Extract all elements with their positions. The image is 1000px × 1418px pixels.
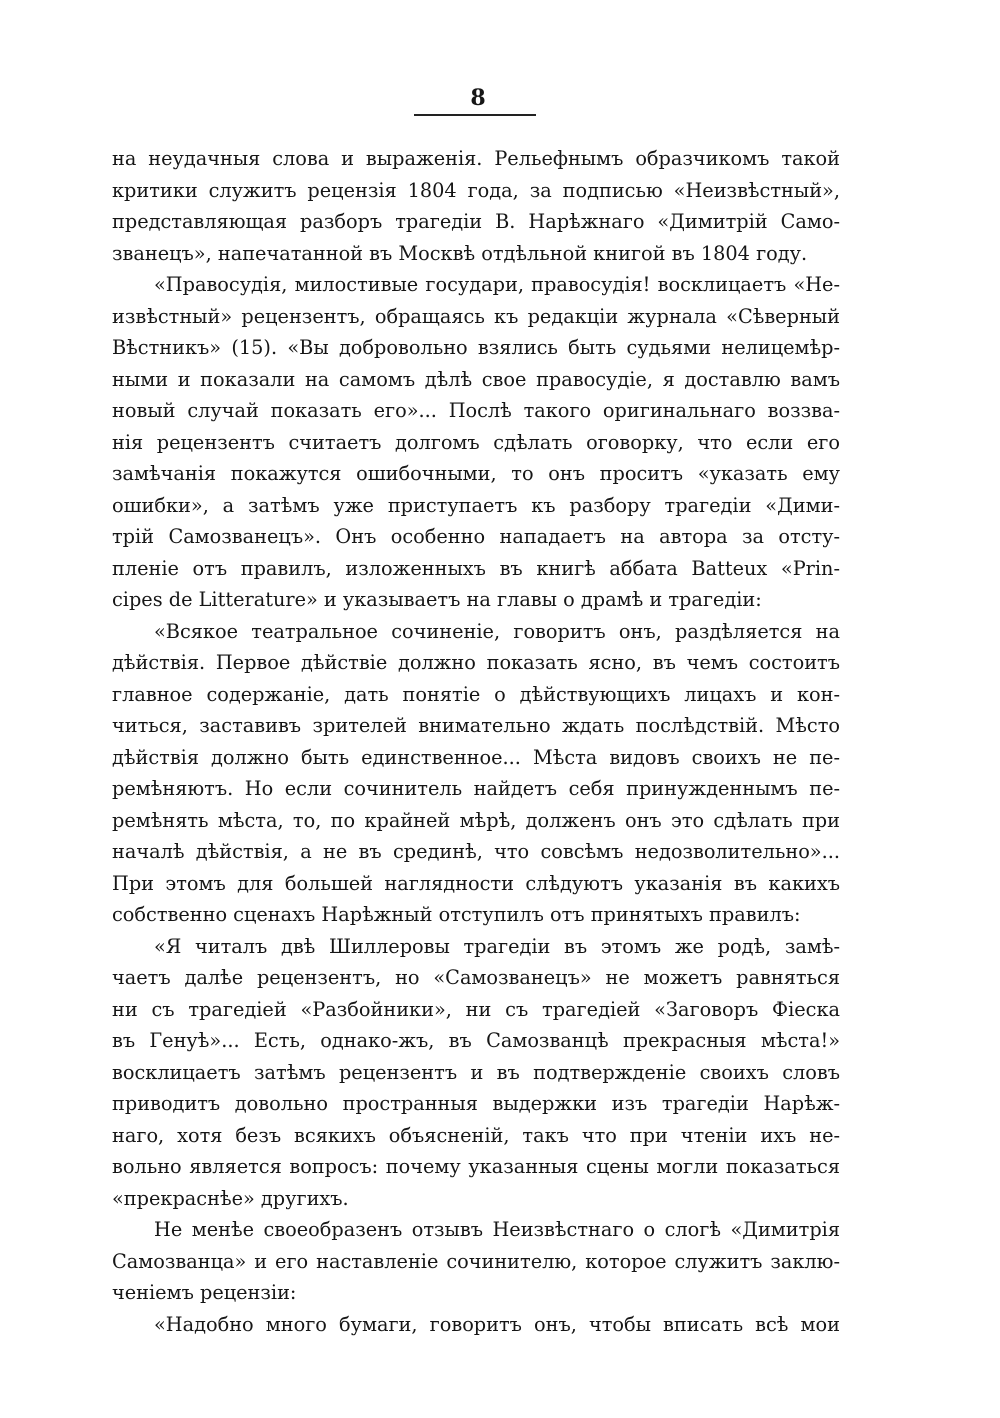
text-line: званецъ», напечатанной въ Москвѣ отдѣльной книгой въ 1804 году. xyxy=(112,241,808,265)
text-line: cipes de Litterature» и указываетъ на главы о драмѣ и трагедіи: xyxy=(112,588,762,611)
text-line: Не менѣе своеобразенъ отзывъ Неизвѣстнаго о слогѣ «Димитрія xyxy=(154,1218,840,1241)
text-line: новый случай показать его»... Послѣ такого оригинальнаго воззва- xyxy=(112,399,840,422)
text-line: извѣстный» рецензентъ, обращаясь къ редакціи журнала «Сѣверный xyxy=(112,304,840,328)
text-line: трій Самозванецъ». Онъ особенно нападаетъ на автора за отсту- xyxy=(112,525,840,548)
text-line: ными и показали на самомъ дѣлѣ свое правосудіе, я доставлю вамъ xyxy=(112,367,840,391)
text-line: пленіе отъ правилъ, изложенныхъ въ книгѣ аббата Batteux «Prin- xyxy=(112,556,840,580)
text-line: ни съ трагедіей «Разбойники», ни съ трагедіей «Заговоръ Фіеска xyxy=(112,997,840,1021)
text-line: чаетъ далѣе рецензентъ, но «Самозванецъ» не можетъ равняться xyxy=(112,966,840,989)
text-line: главное содержаніе, дать понятіе о дѣйствующихъ лицахъ и кон- xyxy=(112,682,840,706)
text-line: «Правосудія, милостивые государи, правосудія! восклицаетъ «Не- xyxy=(154,273,840,296)
text-line: При этомъ для большей наглядности слѣдуютъ указанія въ какихъ xyxy=(112,871,840,895)
text-line: «прекраснѣе» другихъ. xyxy=(112,1186,349,1210)
text-line: ремѣнять мѣста, то, по крайней мѣрѣ, долженъ онъ это сдѣлать при xyxy=(112,808,840,832)
text-line: собственно сценахъ Нарѣжный отступилъ отъ принятыхъ правилъ: xyxy=(112,903,801,926)
page-number: 8 xyxy=(470,85,486,111)
text-line: дѣйствія должно быть единственное... Мѣста видовъ своихъ не пе- xyxy=(112,745,840,769)
text-line: читься, заставивъ зрителей внимательно ждать послѣдствій. Мѣсто xyxy=(112,714,840,737)
text-line: ремѣняютъ. Но если сочинитель найдетъ себя принужденнымъ пе- xyxy=(112,777,840,800)
body-text xyxy=(112,143,840,1340)
text-line: приводитъ довольно пространныя выдержки изъ трагедіи Нарѣж- xyxy=(112,1092,840,1115)
text-line: на неудачныя слова и выраженія. Рельефнымъ образчикомъ такой xyxy=(112,147,840,170)
text-line: вольно является вопросъ: почему указанныя сцены могли показаться xyxy=(112,1155,840,1178)
text-line: Самозванца» и его наставленіе сочинителю, которое служитъ заклю- xyxy=(112,1249,840,1273)
text-line: представляющая разборъ трагедіи В. Нарѣжнаго «Димитрій Само- xyxy=(112,210,840,233)
text-line: восклицаетъ затѣмъ рецензентъ и въ подтвержденіе своихъ словъ xyxy=(112,1060,840,1084)
text-line: «Я читалъ двѣ Шиллеровы трагедіи въ этомъ же родѣ, замѣ- xyxy=(154,934,840,958)
text-line: критики служитъ рецензія 1804 года, за подписью «Неизвѣстный», xyxy=(112,178,840,202)
page-number-rule xyxy=(414,114,536,116)
text-line: въ Генуѣ»... Есть, однако-жъ, въ Самозванцѣ прекрасныя мѣста!» xyxy=(112,1029,840,1052)
text-line: ченіемъ рецензіи: xyxy=(112,1281,297,1304)
text-line: нія рецензентъ считаетъ долгомъ сдѣлать оговорку, что если его xyxy=(112,430,840,454)
text-line: «Надобно много бумаги, говоритъ онъ, чтобы вписать всѣ мои xyxy=(154,1312,840,1336)
text-line: Вѣстникъ» (15). «Вы добровольно взялись быть судьями нелицемѣр- xyxy=(112,336,840,359)
text-line: замѣчанія покажутся ошибочными, то онъ проситъ «указать ему xyxy=(112,462,840,485)
text-line: ошибки», а затѣмъ уже приступаетъ къ разбору трагедіи «Дими- xyxy=(112,493,840,517)
text-line: наго, хотя безъ всякихъ объясненій, такъ что при чтеніи ихъ не- xyxy=(112,1123,840,1147)
text-line: началѣ дѣйствія, а не въ срединѣ, что совсѣмъ недозволительно»... xyxy=(112,840,840,863)
text-line: «Всякое театральное сочиненіе, говоритъ онъ, раздѣляется на xyxy=(154,619,840,643)
text-line: дѣйствія. Первое дѣйствіе должно показать ясно, въ чемъ состоитъ xyxy=(112,651,840,674)
